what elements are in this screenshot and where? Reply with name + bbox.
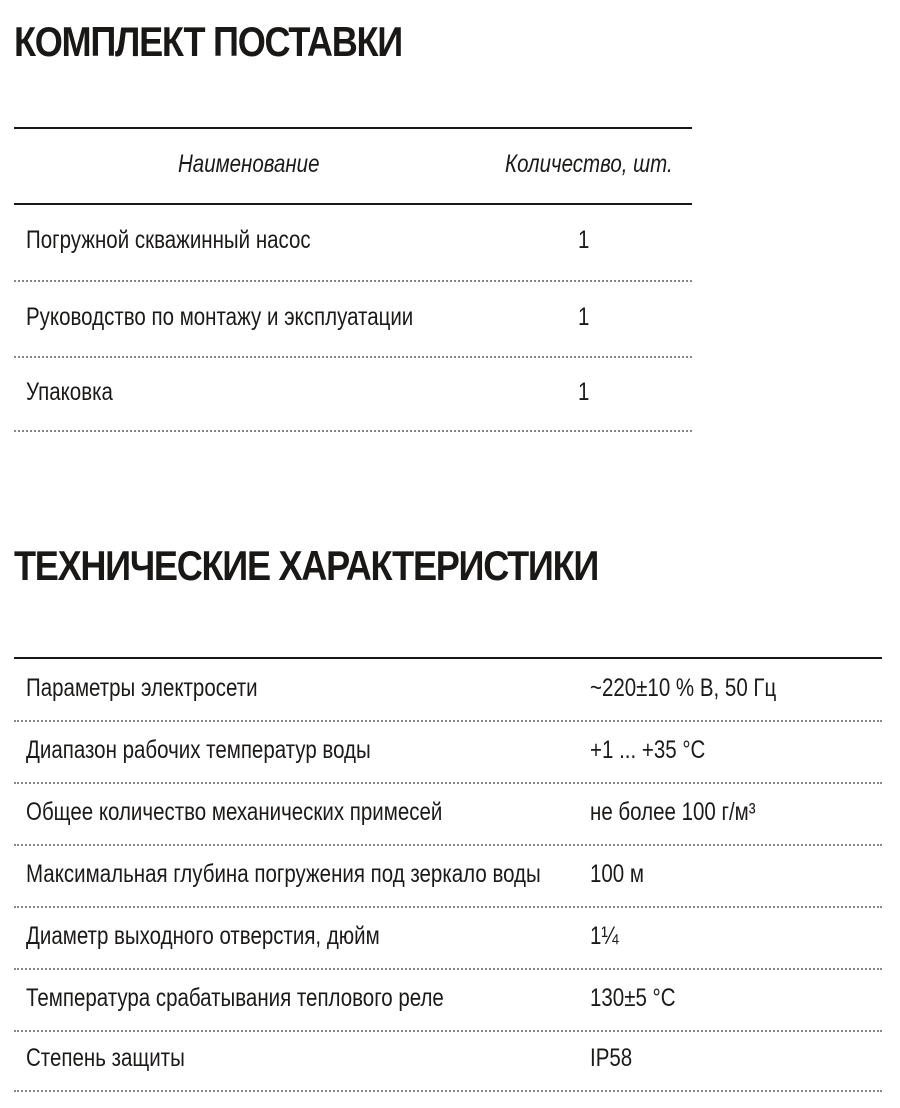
tech-row-label: Максимальная глубина погружения под зеркало воды <box>26 860 541 888</box>
tech-row-label: Параметры электросети <box>26 674 258 702</box>
tech-table-top-rule <box>14 657 882 659</box>
tech-row-value: не более 100 г/м³ <box>590 798 756 826</box>
kit-row-name: Руководство по монтажу и эксплуатации <box>26 303 414 331</box>
tech-row-label: Температура срабатывания теплового реле <box>26 984 444 1012</box>
tech-row-label: Общее количество механических примесей <box>26 798 443 826</box>
tech-row-value: 130±5 °С <box>590 984 676 1012</box>
kit-row-qty: 1 <box>578 378 590 406</box>
tech-row-label: Степень защиты <box>26 1044 185 1072</box>
kit-row-name: Погружной скважинный насос <box>26 226 311 254</box>
kit-row-divider <box>14 280 692 282</box>
tech-row-value: IP58 <box>590 1044 633 1072</box>
kit-row-qty: 1 <box>578 226 590 254</box>
tech-row-value: ~220±10 % В, 50 Гц <box>590 674 777 702</box>
tech-row-value: +1 ... +35 °С <box>590 736 706 764</box>
tech-row-value: 1¼ <box>590 922 619 950</box>
tech-section-title: ТЕХНИЧЕСКИЕ ХАРАКТЕРИСТИКИ <box>14 542 598 589</box>
kit-row-divider <box>14 430 692 432</box>
tech-row-label: Диаметр выходного отверстия, дюйм <box>26 922 380 950</box>
kit-section-title: КОМПЛЕКТ ПОСТАВКИ <box>14 18 402 65</box>
kit-row-divider <box>14 356 692 358</box>
tech-row-divider <box>14 720 882 722</box>
tech-row-divider <box>14 844 882 846</box>
kit-header-qty: Количество, шт. <box>505 150 673 178</box>
kit-header-name: Наименование <box>178 150 320 178</box>
kit-table-top-rule <box>14 127 692 129</box>
kit-row-name: Упаковка <box>26 378 113 406</box>
tech-row-divider <box>14 968 882 970</box>
tech-row-value: 100 м <box>590 860 645 888</box>
tech-row-divider <box>14 782 882 784</box>
kit-row-qty: 1 <box>578 303 590 331</box>
tech-row-divider <box>14 1030 882 1032</box>
tech-row-label: Диапазон рабочих температур воды <box>26 736 371 764</box>
tech-row-divider <box>14 1090 882 1092</box>
tech-row-divider <box>14 906 882 908</box>
kit-header-rule <box>14 203 692 205</box>
